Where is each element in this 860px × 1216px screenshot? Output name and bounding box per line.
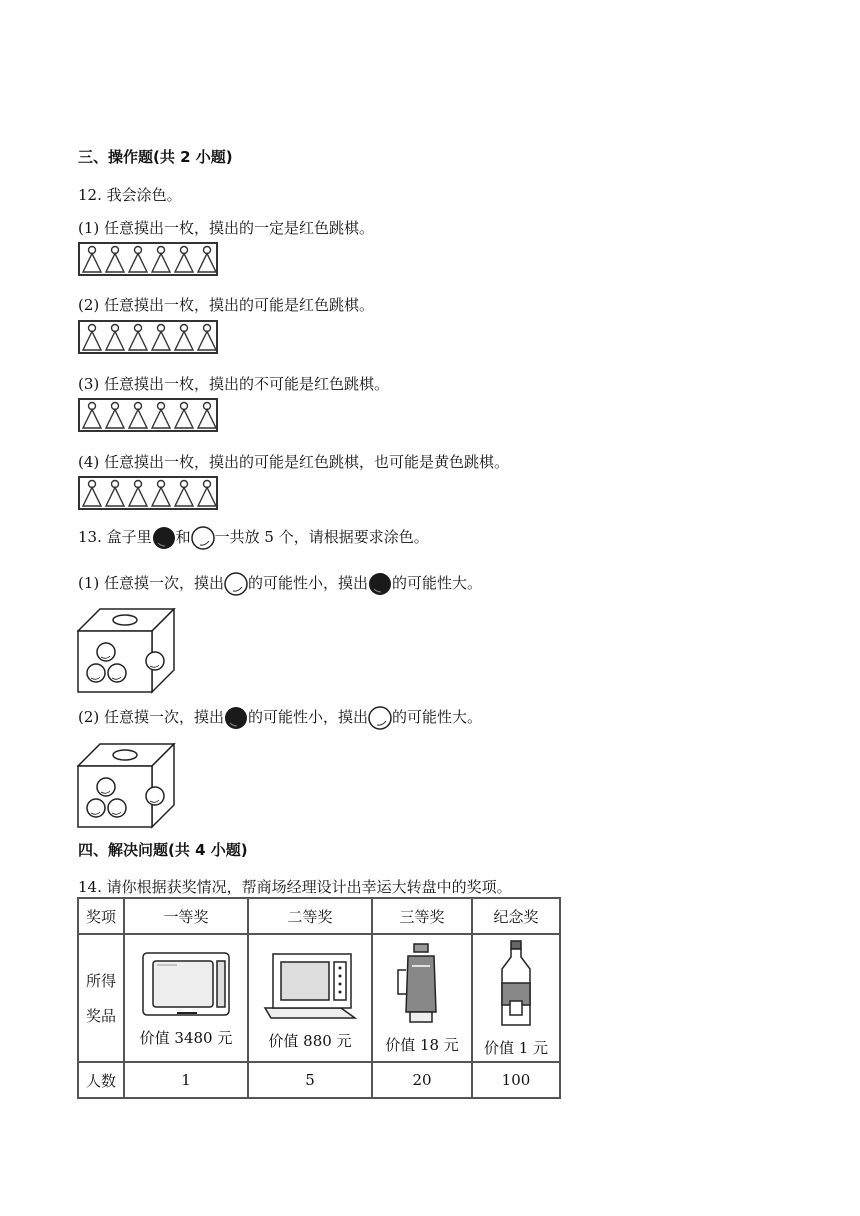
- checker-pieces-icon: [80, 244, 216, 274]
- prize-table-count-row: [78, 1062, 560, 1098]
- prize-table-items-row: [78, 934, 560, 1062]
- section-title-3: 三、操作题(共 2 小题): [78, 148, 233, 166]
- checker-pieces-row-2[interactable]: [78, 320, 218, 354]
- ball-box-2[interactable]: [77, 743, 177, 829]
- white-ball-icon: [224, 572, 248, 596]
- prize-item-cell: [472, 934, 560, 1062]
- q12-part-1: (1) 任意摸出一枚，摸出的一定是红色跳棋。: [78, 219, 375, 237]
- q13-part1-c: 的可能性大。: [392, 574, 483, 592]
- thermos-icon: [392, 942, 452, 1026]
- q13-stem-a: 13. 盒子里: [78, 528, 152, 546]
- tv-icon: [137, 949, 235, 1019]
- checker-pieces-icon: [80, 478, 216, 508]
- black-ball-icon: [224, 706, 248, 730]
- q13-stem-b: 和: [175, 528, 191, 546]
- section-title-4: 四、解决问题(共 4 小题): [78, 841, 248, 859]
- q13-part2-a: (2) 任意摸一次，摸出: [78, 708, 225, 726]
- count-label-cell: 人数: [78, 1062, 124, 1098]
- q12-stem: 12. 我会涂色。: [78, 186, 182, 204]
- black-ball-icon: [152, 526, 176, 550]
- checker-pieces-row-3[interactable]: [78, 398, 218, 432]
- prize-table-header-row: [78, 898, 560, 934]
- checker-pieces-row-4[interactable]: [78, 476, 218, 510]
- items-label-b: 奖品: [85, 1007, 116, 1025]
- prize-name-cell: 纪念奖: [472, 898, 560, 934]
- q12-part-4: (4) 任意摸出一枚，摸出的可能是红色跳棋，也可能是黄色跳棋。: [78, 453, 510, 471]
- q13-part2-c: 的可能性大。: [392, 708, 483, 726]
- microwave-icon: [261, 946, 359, 1022]
- checker-pieces-row-1[interactable]: [78, 242, 218, 276]
- prize-name-cell: 一等奖: [124, 898, 248, 934]
- checker-pieces-icon: [80, 400, 216, 430]
- q13-part2-b: 的可能性小，摸出: [248, 708, 369, 726]
- q12-part-2: (2) 任意摸出一枚，摸出的可能是红色跳棋。: [78, 296, 375, 314]
- q13-part1-a: (1) 任意摸一次，摸出: [78, 574, 225, 592]
- q13-part-1: [78, 572, 482, 596]
- prize-item-cell: [124, 934, 248, 1062]
- ball-box-1[interactable]: [77, 608, 177, 694]
- prize-item-cell: [248, 934, 372, 1062]
- white-ball-icon: [191, 526, 215, 550]
- q14-stem: 14. 请你根据获奖情况，帮商场经理设计出幸运大转盘中的奖项。: [78, 878, 512, 896]
- prize-name-cell: 二等奖: [248, 898, 372, 934]
- prize-price: 价值 18 元: [385, 1035, 459, 1054]
- prize-count-cell: 1: [124, 1062, 248, 1098]
- prize-count-cell: 20: [372, 1062, 472, 1098]
- q13-stem-c: 一共放 5 个，请根据要求涂色。: [214, 528, 429, 546]
- checker-pieces-icon: [80, 322, 216, 352]
- white-ball-icon: [368, 706, 392, 730]
- prize-item-cell: [372, 934, 472, 1062]
- q13-stem: [78, 526, 429, 550]
- items-label-a: 所得: [85, 972, 116, 990]
- prize-price: 价值 3480 元: [139, 1028, 233, 1047]
- q12-part-3: (3) 任意摸出一枚，摸出的不可能是红色跳棋。: [78, 375, 390, 393]
- prize-price: 价值 1 元: [483, 1038, 549, 1057]
- prize-name-cell: 三等奖: [372, 898, 472, 934]
- q13-part-2: [78, 706, 482, 730]
- items-label-cell: [78, 934, 124, 1062]
- black-ball-icon: [368, 572, 392, 596]
- prize-price: 价值 880 元: [268, 1031, 352, 1050]
- q13-part1-b: 的可能性小，摸出: [248, 574, 369, 592]
- header-label-cell: 奖项: [78, 898, 124, 934]
- prize-count-cell: 5: [248, 1062, 372, 1098]
- prize-table: [77, 897, 561, 1099]
- bottle-icon: [494, 939, 538, 1029]
- prize-count-cell: 100: [472, 1062, 560, 1098]
